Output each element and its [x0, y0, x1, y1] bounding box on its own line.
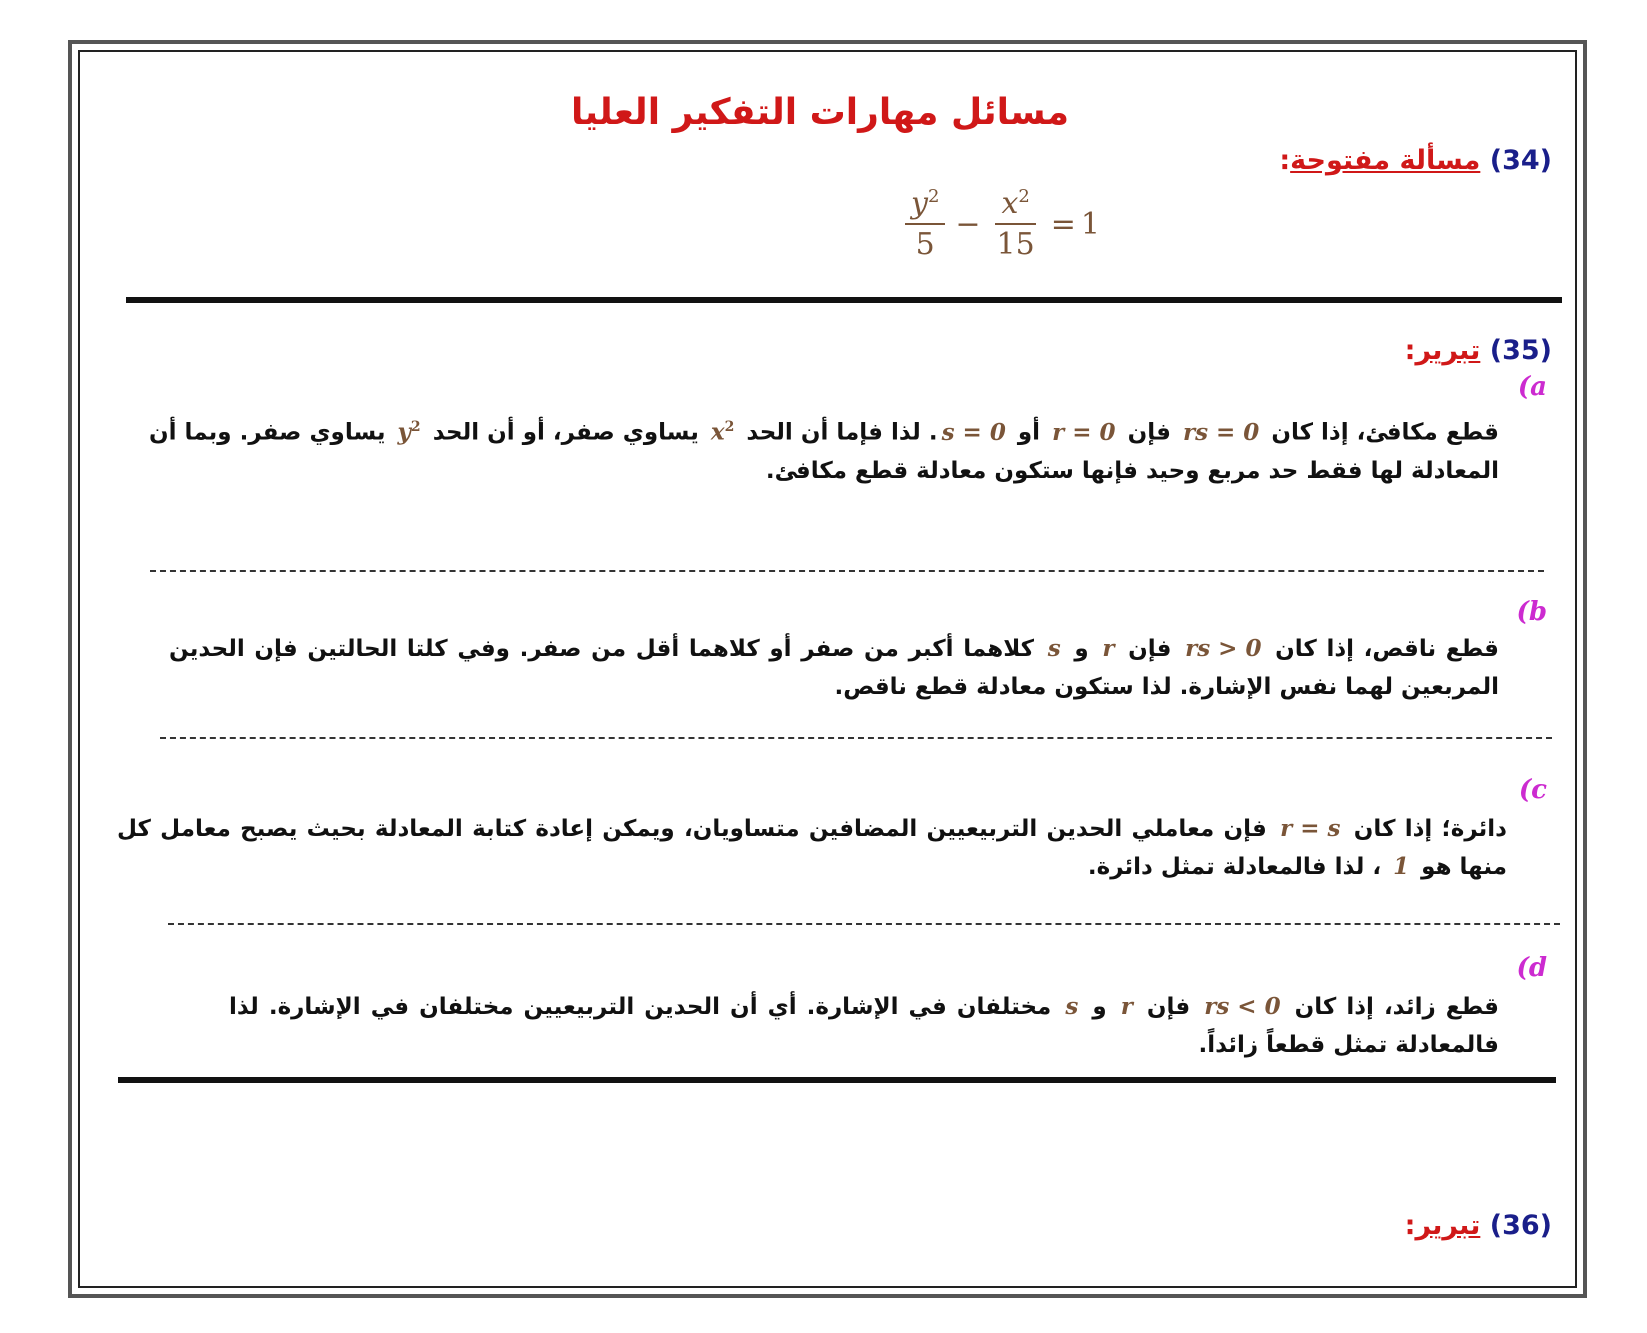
math-x-squared: $x^2$	[710, 418, 735, 446]
dashed-divider	[150, 570, 1544, 572]
part-d-text: قطع زائد، إذا كان rs < 0 فإن r و s مختلفان في الإشارة. أي أن الحدين التربيعيين مختلفان في الإشارة. لذا فالمعادلة تمثل قطعاً زائداً.	[229, 988, 1499, 1064]
eq-rhs: 1	[1080, 206, 1100, 242]
math-s: s	[1065, 993, 1079, 1020]
math-r: r	[1120, 993, 1133, 1020]
question-35-heading	[1405, 335, 1552, 366]
question-36-heading	[1405, 1210, 1552, 1241]
eq-exp-x: 2	[1018, 186, 1030, 207]
question-34-heading	[1279, 145, 1552, 176]
math-y-squared: $y^2$	[397, 418, 421, 446]
hyperbola-equation	[900, 184, 1100, 264]
eq-var-y: y	[911, 186, 928, 221]
question-label: تبرير	[1415, 1210, 1481, 1241]
fraction-x	[991, 186, 1041, 262]
question-number: (36)	[1489, 1210, 1552, 1241]
dashed-divider	[160, 737, 1552, 739]
part-a-label: (a	[1517, 372, 1547, 402]
question-number: (35)	[1489, 335, 1552, 366]
math-rs-gt-0: rs > 0	[1185, 635, 1262, 662]
eq-equals: =	[1050, 206, 1076, 242]
math-s: s	[1047, 635, 1061, 662]
part-b-text: قطع ناقص، إذا كان rs > 0 فإن r و s كلاهما أكبر من صفر أو كلاهما أقل من صفر. وفي كلتا الحالتين فإن الحدين المربعين لهما نفس الإشارة. لذا ستكون معادلة قطع ناقص.	[169, 630, 1499, 706]
eq-minus: −	[955, 206, 981, 242]
eq-den-y: 5	[915, 227, 935, 262]
part-c-text: دائرة؛ إذا كان r = s فإن معاملي الحدين التربيعيين المضافين متساويان، ويمكن إعادة كتابة المعادلة بحيث يصبح معامل كل منها هو 1 ، لذا فالمعادلة تمثل دائرة.	[117, 810, 1507, 886]
fraction-y	[905, 186, 945, 262]
math-rs-lt-0: rs < 0	[1204, 993, 1281, 1020]
section-divider	[118, 1077, 1556, 1083]
question-colon: :	[1404, 335, 1416, 366]
page-title: مسائل مهارات التفكير العليا	[570, 92, 1070, 133]
section-divider	[126, 297, 1562, 303]
part-a-text: قطع مكافئ، إذا كان rs = 0 فإن r = 0 أو s = 0. لذا فإما أن الحد $x^2$ يساوي صفر، أو أن الحد $y^2$ يساوي صفر. وبما أن المعادلة لها فقط حد مربع وحيد فإنها ستكون معادلة قطع مكافئ.	[149, 408, 1499, 490]
math-r-eq-s: r = s	[1280, 815, 1341, 842]
question-label: تبرير	[1415, 335, 1481, 366]
math-one: 1	[1393, 853, 1410, 880]
math-s-eq-0: s = 0	[941, 418, 1006, 446]
dashed-divider	[168, 923, 1560, 925]
eq-var-x: x	[1001, 186, 1019, 221]
question-colon: :	[1404, 1210, 1416, 1241]
part-d-label: (d	[1516, 953, 1547, 983]
question-label: مسألة مفتوحة	[1290, 145, 1481, 176]
part-c-label: (c	[1518, 775, 1547, 805]
math-r-eq-0: r = 0	[1052, 418, 1116, 446]
question-number: (34)	[1489, 145, 1552, 176]
eq-exp-y: 2	[927, 186, 940, 207]
math-rs-eq-0: rs = 0	[1182, 418, 1260, 446]
question-colon: :	[1279, 145, 1291, 176]
math-r: r	[1102, 635, 1115, 662]
part-b-label: (b	[1516, 597, 1547, 627]
eq-den-x: 15	[996, 227, 1035, 262]
